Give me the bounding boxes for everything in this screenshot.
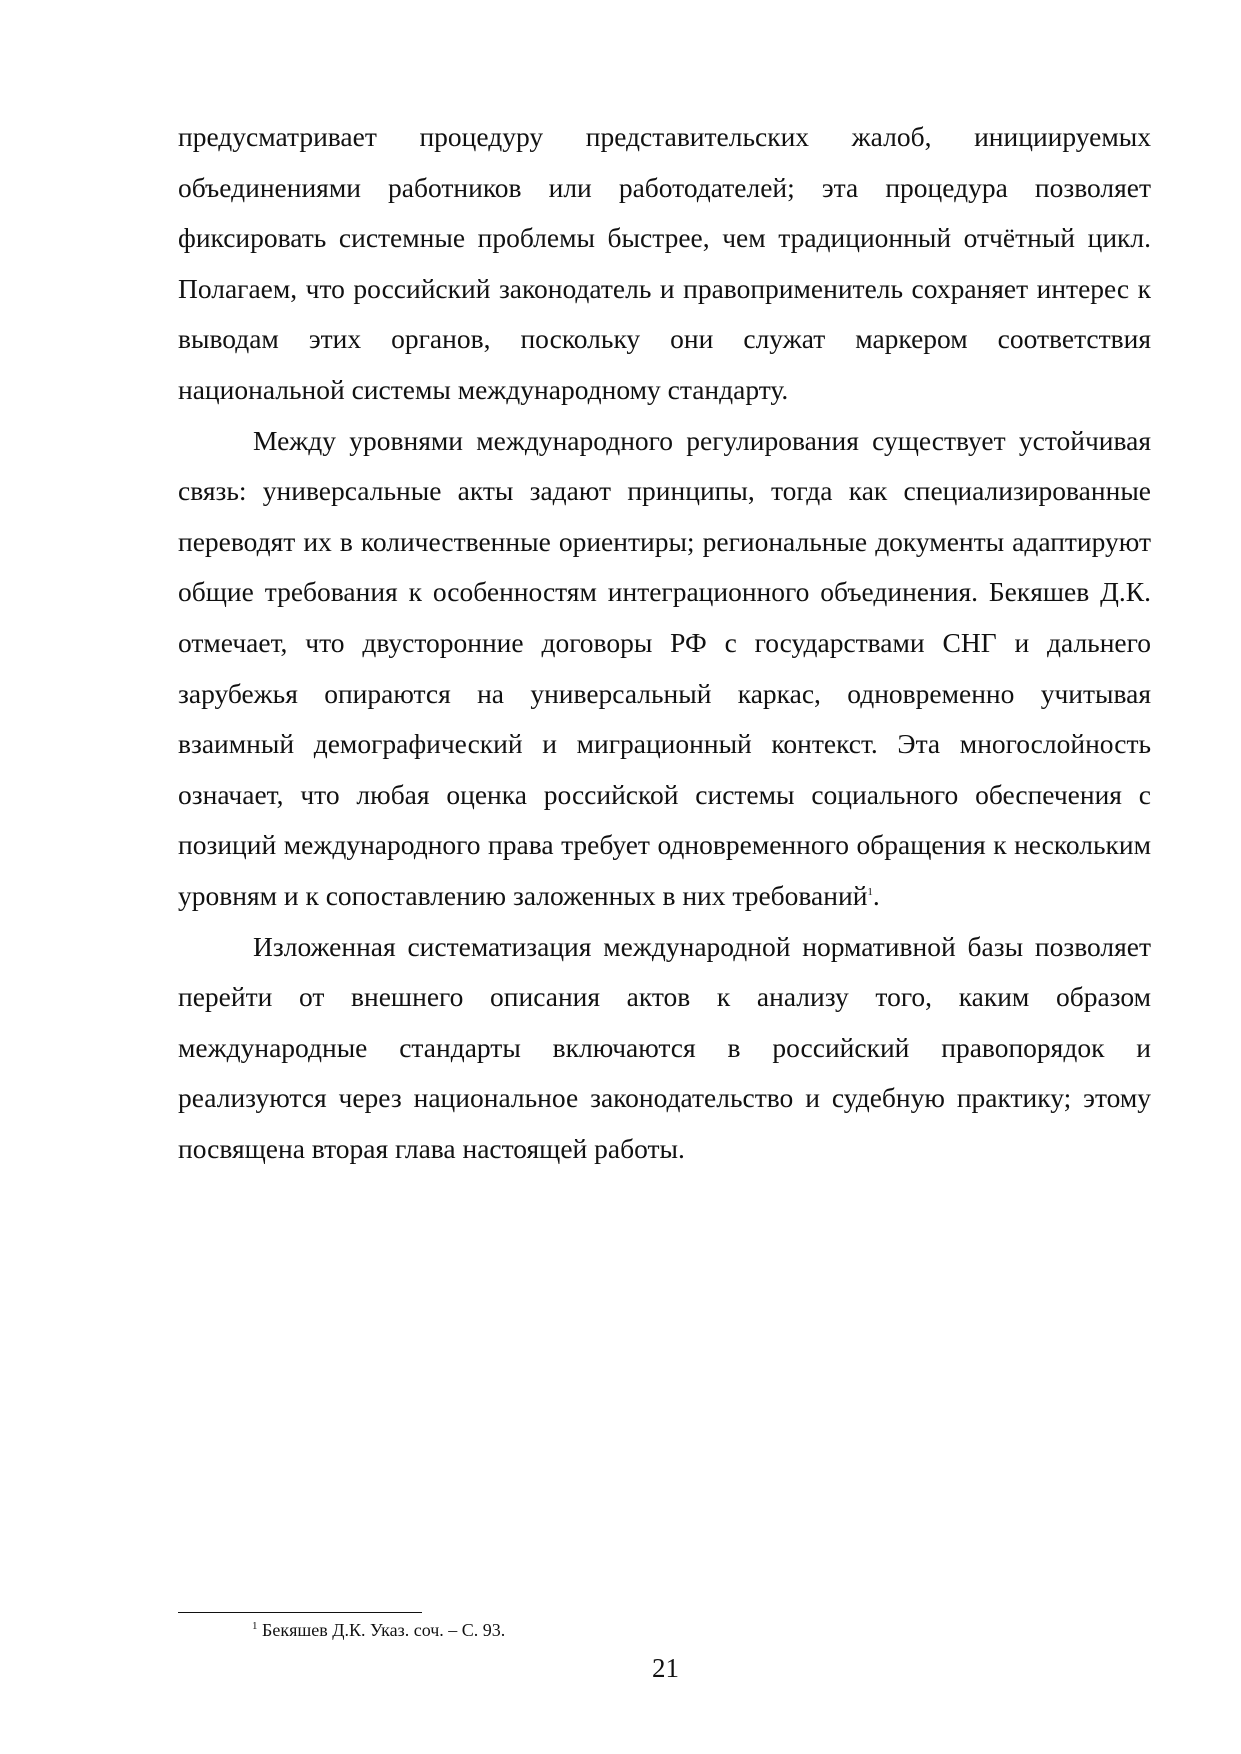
page-number: 21 (652, 1653, 679, 1683)
paragraph-conclusion (178, 922, 1151, 1175)
footnote-separator (178, 1612, 422, 1613)
paragraph-levels (178, 416, 1151, 922)
paragraph-text: Изложенная систематизация международной нормативной базы позволяет перейти от внешнего описания актов к анализу того, каким образом международные стандарты включаются в российский правопорядок и реализуются через национальное законодательство и судебную практику; этому посвящена вторая глава настоящей работы. (178, 930, 1151, 1164)
body-text (178, 112, 1151, 1174)
paragraph-text: Между уровнями международного регулирования существует устойчивая связь: универсальные акты задают принципы, тогда как специализированные переводят их в количественные ориентиры; региональные документы адаптируют общие требования к особенностям интеграционного объединения. Бекяшев Д.К. отмечает, что двусторонние договоры РФ с государствами СНГ и дальнего зарубежья опираются на универсальный каркас, одновременно учитывая взаимный демографический и миграционный контекст. Эта многослойность означает, что любая оценка российской системы социального обеспечения с позиций международного права требует одновременного обращения к нескольким уровням и к сопоставлению заложенных в них требований (178, 424, 1151, 911)
footnote-text: Бекяшев Д.К. Указ. соч. – С. 93. (262, 1620, 506, 1640)
footnote-reference[interactable]: 1 (867, 885, 873, 898)
paragraph-continuation (178, 112, 1151, 416)
footnote (252, 1618, 1132, 1642)
footnote-number: 1 (252, 1620, 258, 1632)
paragraph-ending: . (872, 879, 880, 911)
paragraph-text: предусматривает процедуру представительских жалоб, инициируемых объединениями работников или работодателей; эта процедура позволяет фиксировать системные проблемы быстрее, чем традиционный отчётный цикл. Полагаем, что российский законодатель и правоприменитель сохраняет интерес к выводам этих органов, поскольку они служат маркером соответствия национальной системы международному стандарту. (178, 121, 1151, 405)
